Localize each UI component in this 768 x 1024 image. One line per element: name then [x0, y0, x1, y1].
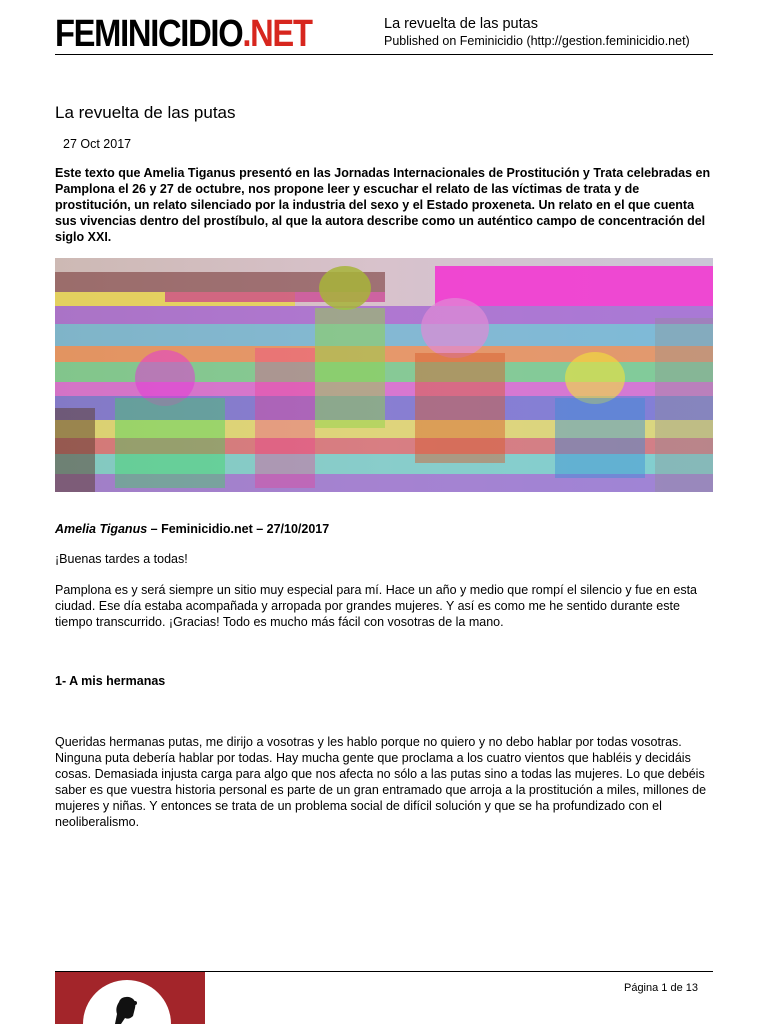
logo-domain-text: .NET — [242, 13, 312, 55]
article-hero-image — [55, 258, 713, 492]
article-title: La revuelta de las putas — [55, 103, 236, 122]
article-lead: Este texto que Amelia Tiganus presentó en las Jornadas Internacionales de Prostitución y Trata celebradas en Pamplona el 26 y 27 de octubre, nos propone leer y escuchar el relato de las víctimas de trata y de prostitución, un relato silenciado por la industria del sexo y el Estado proxeneta. Un relato en el que cuenta sus vivencias dentro del prostíbulo, al que la autora describe como un auténtico campo de concentración del siglo XXI. — [55, 166, 711, 244]
header-title: La revuelta de las putas — [384, 16, 538, 32]
site-logo — [55, 14, 312, 54]
body-paragraph: Queridas hermanas putas, me dirijo a vosotras y les hablo porque no quiero y no debo hablar por todas vosotras. Ninguna puta debería hablar por todas. Hay mucha gente que proclama a los cuatro vientos que habléis y decidáis cosas. Demasiada injusta carga para algo que nos afecta no sólo a las putas sino a todas las mujeres. Lo que debéis saber es que vuestra historia personal es parte de un gran entramado que arroja a la prostitución a miles, millones de mujeres y niñas. Y entonces se trata de un problema social de difícil solución y que se ha profundizado con el neoliberalismo. — [55, 735, 707, 829]
greeting-paragraph: ¡Buenas tardes a todas! — [55, 552, 188, 566]
byline-author: Amelia Tiganus — [55, 522, 148, 536]
page-header — [55, 14, 713, 55]
logo-main-text: FEMINICIDIO — [55, 13, 243, 55]
footer-logo — [55, 972, 205, 1024]
article-byline — [55, 522, 329, 537]
header-published-line: Published on Feminicidio (http://gestion.feminicidio.net) — [384, 34, 690, 48]
footer-logo-emblem-icon — [55, 972, 205, 1024]
intro-paragraph: Pamplona es y será siempre un sitio muy especial para mí. Hace un año y medio que rompí el silencio y fue en esta ciudad. Ese día estaba acompañada y arropada por grandes mujeres. Y así es como me he sentido durante este tiempo transcurrido. ¡Gracias! Todo es mucho más fácil con vosotras de la mano. — [55, 583, 697, 629]
hero-image-graphic — [55, 258, 713, 492]
article-date: 27 Oct 2017 — [63, 137, 132, 151]
page-number: Página 1 de 13 — [623, 982, 698, 994]
byline-source-date: – Feminicidio.net – 27/10/2017 — [147, 522, 330, 536]
section-heading: 1- A mis hermanas — [55, 674, 166, 688]
